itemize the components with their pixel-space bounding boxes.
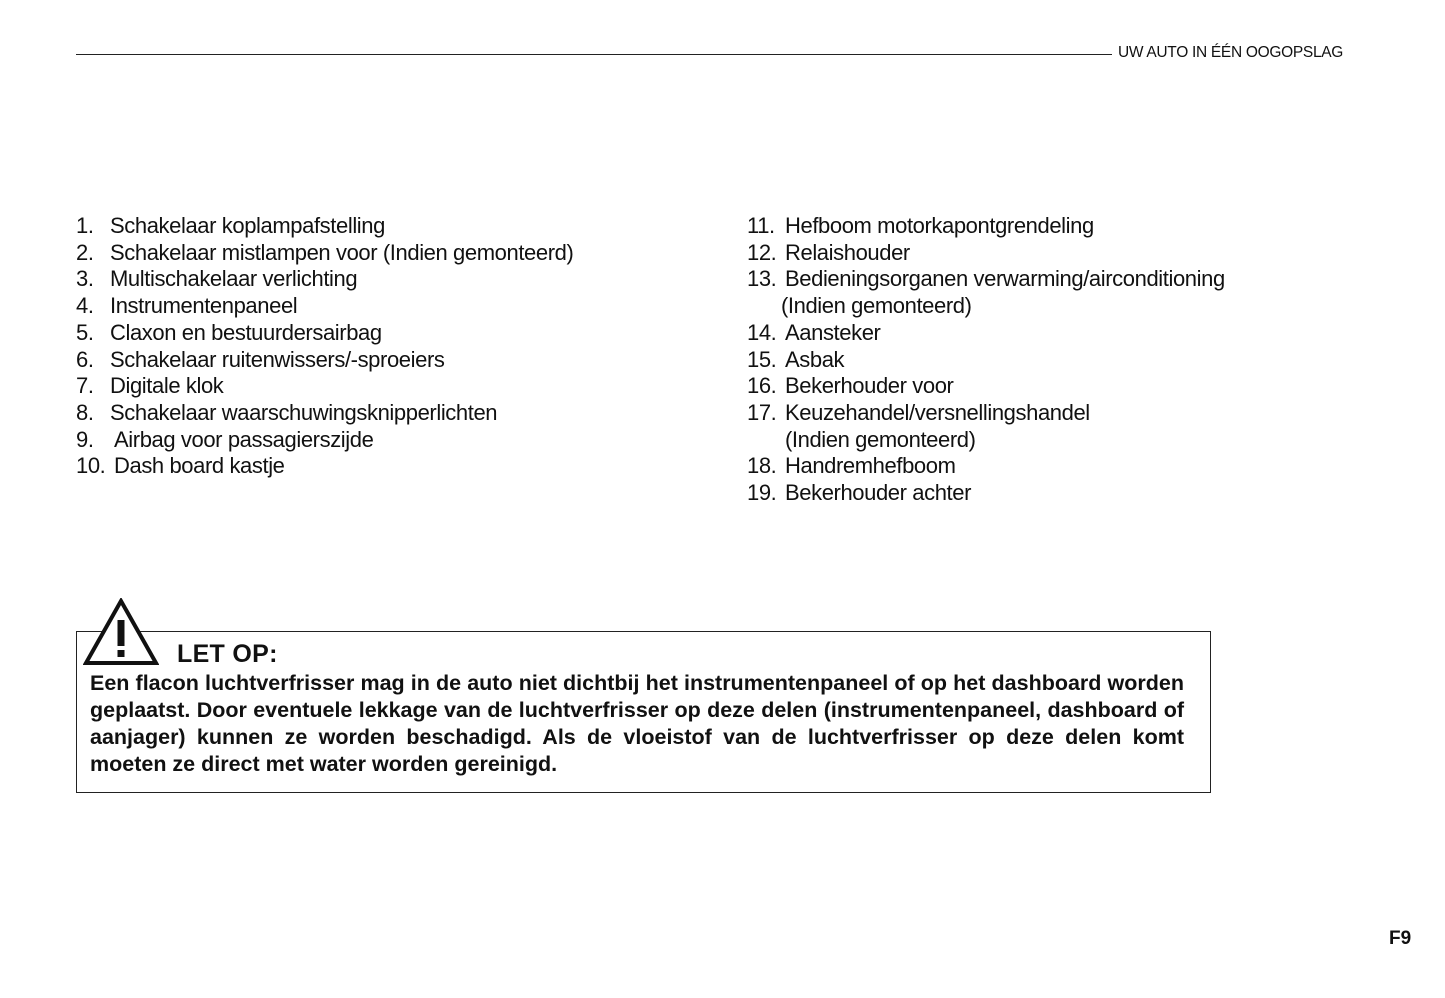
item-number: 16.	[747, 373, 777, 399]
list-item	[76, 400, 573, 427]
item-number: 19.	[747, 480, 777, 506]
item-label: Digitale klok	[110, 373, 224, 399]
item-label: Claxon en bestuurdersairbag	[110, 319, 382, 345]
item-continuation: (Indien gemonteerd)	[781, 293, 972, 319]
item-label: Asbak	[785, 346, 845, 372]
item-label: Instrumentenpaneel	[110, 293, 298, 319]
item-label: Dash board kastje	[114, 453, 285, 479]
item-number: 5.	[76, 319, 94, 345]
item-number: 15.	[747, 346, 777, 372]
page-number: F9	[1389, 928, 1412, 949]
item-label: Bedieningsorganen verwarming/airconditioning	[785, 266, 1225, 292]
item-number: 9.	[76, 426, 94, 452]
warning-triangle-icon	[83, 598, 159, 666]
item-number: 1.	[76, 213, 94, 238]
list-item	[76, 266, 573, 293]
item-label: Relaishouder	[785, 239, 910, 265]
item-label: Bekerhouder voor	[785, 373, 954, 399]
item-number: 3.	[76, 266, 94, 292]
item-label: Handremhefboom	[785, 453, 956, 479]
item-number: 12.	[747, 239, 777, 265]
item-number: 10.	[76, 453, 106, 479]
list-item	[747, 480, 1225, 507]
item-number: 2.	[76, 239, 94, 265]
list-item	[747, 240, 1225, 267]
list-item	[76, 427, 573, 454]
header-rule	[76, 54, 1112, 55]
list-item	[747, 213, 1225, 240]
item-number: 18.	[747, 453, 777, 479]
list-item	[747, 347, 1225, 374]
item-number: 8.	[76, 399, 94, 425]
list-item	[747, 266, 1225, 293]
item-label: Hefboom motorkapontgrendeling	[785, 213, 1094, 238]
item-number: 11.	[747, 213, 775, 238]
warning-text: Een flacon luchtverfrisser mag in de auto niet dichtbij het instrumentenpaneel of op het dashboard worden geplaatst. Door eventuele lekkage van de luchtverfrisser op deze delen (instrumentenpaneel, dashboard of aanjager) kunnen ze worden beschadigd. Als de vloeistof van de luchtverfrisser op deze delen komt moeten ze direct met water worden gereinigd.	[90, 671, 1184, 776]
section-title: UW AUTO IN ÉÉN OOGOPSLAG	[1118, 44, 1344, 61]
item-label: Schakelaar ruitenwissers/-sproeiers	[110, 346, 445, 372]
item-label: Airbag voor passagierszijde	[114, 426, 374, 452]
item-number: 7.	[76, 373, 94, 399]
legend-list-left	[76, 213, 573, 480]
list-item	[76, 293, 573, 320]
list-item	[76, 373, 573, 400]
item-label: Bekerhouder achter	[785, 480, 972, 506]
list-item	[747, 400, 1225, 427]
item-number: 13.	[747, 266, 777, 292]
item-continuation: (Indien gemonteerd)	[785, 426, 976, 452]
legend-list-right	[747, 213, 1225, 507]
list-item	[76, 240, 573, 267]
list-item	[76, 320, 573, 347]
item-number: 6.	[76, 346, 94, 372]
item-label: Schakelaar mistlampen voor (Indien gemonteerd)	[110, 239, 574, 265]
list-item	[76, 453, 573, 480]
list-item	[747, 320, 1225, 347]
list-item	[747, 453, 1225, 480]
item-label: Multischakelaar verlichting	[110, 266, 358, 292]
item-number: 4.	[76, 293, 94, 319]
item-label: Schakelaar koplampafstelling	[110, 213, 385, 238]
item-label: Keuzehandel/versnellingshandel	[785, 399, 1090, 425]
item-number: 17.	[747, 399, 777, 425]
warning-title: LET OP:	[177, 640, 278, 668]
list-item	[76, 213, 573, 240]
item-number: 14.	[747, 319, 777, 345]
item-label: Aansteker	[785, 319, 881, 345]
list-item	[76, 347, 573, 374]
item-label: Schakelaar waarschuwingsknipperlichten	[110, 399, 498, 425]
list-item	[747, 373, 1225, 400]
